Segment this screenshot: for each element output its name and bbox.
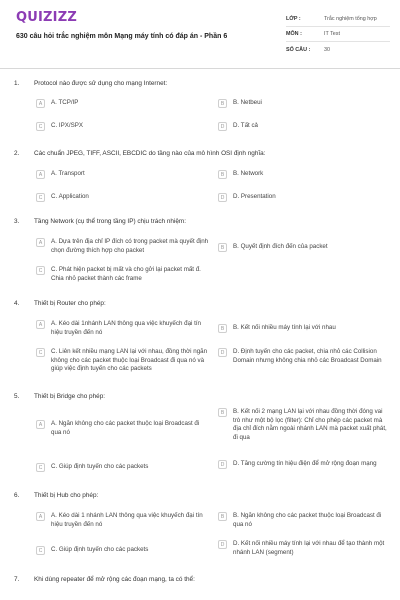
option-letter: C (36, 122, 45, 131)
option-d[interactable] (218, 540, 391, 557)
question-text: Khi dùng repeater để mở rộng các đoạn mạng, ta có thể: (34, 576, 195, 583)
option-text: D. Presentation (233, 193, 276, 200)
option-b[interactable] (218, 170, 391, 179)
meta-info (286, 12, 390, 57)
page-title: 630 câu hỏi trắc nghiệm môn Mạng máy tính có đáp án - Phần 6 (16, 33, 228, 40)
meta-label: MÔN : (286, 31, 302, 37)
option-letter: A (36, 320, 45, 329)
option-b[interactable] (218, 512, 391, 529)
option-letter: C (36, 193, 45, 202)
option-c[interactable] (36, 122, 209, 131)
option-text: A. Transport (51, 170, 85, 177)
meta-label: LỚP : (286, 16, 301, 22)
option-d[interactable] (218, 348, 391, 365)
option-letter: C (36, 546, 45, 555)
meta-value: IT Test (324, 31, 340, 37)
option-letter: B (218, 408, 227, 417)
option-letter: B (218, 170, 227, 179)
meta-label: SỐ CÂU : (286, 46, 311, 53)
option-text: D. Định tuyến cho các packet, chia nhỏ các Collision Domain nhưng không chia nhỏ các Broadcast Domain (233, 348, 382, 364)
option-text: A. Ngăn không cho các packet thuộc loại Broadcast đi qua nó (51, 420, 200, 436)
option-text: B. Quyết định đích đến của packet (233, 243, 328, 250)
question-number: 4. (14, 300, 20, 307)
option-text: A. Kéo dài 1 nhánh LAN thông qua việc khuyếch đại tín hiệu truyền đến nó (51, 512, 203, 528)
meta-row-subject (286, 27, 390, 42)
option-b[interactable] (218, 408, 391, 442)
option-b[interactable] (218, 324, 391, 333)
option-letter: B (218, 243, 227, 252)
header (0, 0, 400, 68)
option-b[interactable] (218, 243, 391, 252)
option-letter: C (36, 348, 45, 357)
option-d[interactable] (218, 193, 391, 202)
question-number: 5. (14, 393, 20, 400)
option-letter: C (36, 463, 45, 472)
option-text: C. Giúp định tuyến cho các packets (51, 546, 149, 553)
question-text: Thiết bị Bridge cho phép: (34, 393, 106, 400)
option-letter: C (36, 266, 45, 275)
option-a[interactable] (36, 320, 209, 337)
option-text: C. IPX/SPX (51, 122, 83, 129)
question-number: 7. (14, 576, 20, 583)
meta-row-class (286, 12, 390, 27)
meta-value: Trắc nghiệm tổng hợp (324, 16, 377, 22)
option-text: D. Kết nối nhiều máy tính lại với nhau để tạo thành một nhánh LAN (segment) (233, 540, 385, 556)
option-letter: D (218, 460, 227, 469)
option-text: D. Tất cả (233, 122, 258, 129)
option-text: C. Giúp định tuyến cho các packets (51, 463, 149, 470)
option-letter: D (218, 540, 227, 549)
option-letter: B (218, 324, 227, 333)
option-a[interactable] (36, 512, 209, 529)
option-d[interactable] (218, 460, 391, 469)
option-letter: D (218, 193, 227, 202)
option-c[interactable] (36, 348, 209, 374)
option-text: A. TCP/IP (51, 99, 79, 106)
option-c[interactable] (36, 266, 209, 283)
question-text: Thiết bị Hub cho phép: (34, 492, 99, 499)
option-text: C. Liên kết nhiều mạng LAN lại với nhau, đồng thời ngăn không cho các packet thuộc loại Broadcast đi qua nó và giúp việc định tuyến cho các packets (51, 348, 208, 373)
question-text: Protocol nào được sử dụng cho mạng Internet: (34, 80, 168, 87)
question-number: 3. (14, 218, 20, 225)
option-text: B. Netbeui (233, 99, 262, 106)
option-c[interactable] (36, 546, 209, 555)
option-c[interactable] (36, 193, 209, 202)
meta-value: 30 (324, 46, 330, 53)
option-text: A. Kéo dài 1nhánh LAN thông qua việc khuyếch đại tín hiệu truyền đến nó (51, 320, 201, 336)
option-a[interactable] (36, 99, 209, 108)
option-text: B. Ngăn không cho các packet thuộc loại Broadcast đi qua nó (233, 512, 382, 528)
header-divider (0, 68, 400, 69)
option-text: B. Kết nối 2 mạng LAN lại với nhau đồng thời đóng vai trò như một bộ lọc (filter): Chỉ cho phép các packet mà địa chỉ đích nằm ngoài nhánh LAN mà packet xuất phát, đi qua (233, 408, 387, 441)
option-letter: A (36, 420, 45, 429)
question-text: Các chuẩn JPEG, TIFF, ASCII, EBCDIC do tầng nào của mô hình OSI định nghĩa: (34, 150, 266, 157)
option-c[interactable] (36, 463, 209, 472)
option-text: B. Network (233, 170, 264, 177)
option-a[interactable] (36, 238, 209, 255)
option-letter: B (218, 99, 227, 108)
question-number: 6. (14, 492, 20, 499)
option-text: A. Dựa trên địa chỉ IP đích có trong packet mà quyết định chọn đường thích hợp cho packet (51, 238, 209, 254)
option-b[interactable] (218, 99, 391, 108)
option-letter: A (36, 170, 45, 179)
option-text: B. Kết nối nhiều máy tính lại với nhau (233, 324, 336, 331)
option-text: C. Application (51, 193, 89, 200)
option-letter: B (218, 512, 227, 521)
option-letter: A (36, 238, 45, 247)
option-letter: D (218, 348, 227, 357)
quizizz-logo: QUIZIZZ (16, 10, 77, 25)
option-letter: A (36, 512, 45, 521)
question-text: Tầng Network (cụ thể trong tầng IP) chịu trách nhiệm: (34, 218, 187, 225)
option-a[interactable] (36, 170, 209, 179)
option-a[interactable] (36, 420, 209, 437)
option-letter: D (218, 122, 227, 131)
meta-row-count (286, 42, 390, 57)
question-text: Thiết bị Router cho phép: (34, 300, 106, 307)
option-letter: A (36, 99, 45, 108)
question-number: 1. (14, 80, 20, 87)
option-d[interactable] (218, 122, 391, 131)
option-text: C. Phát hiện packet bị mất và cho gởi lại packet mất đ. Chia nhỏ packet thành các frame (51, 266, 201, 282)
question-number: 2. (14, 150, 20, 157)
option-text: D. Tăng cường tín hiệu điện để mở rộng đoạn mạng (233, 460, 377, 467)
